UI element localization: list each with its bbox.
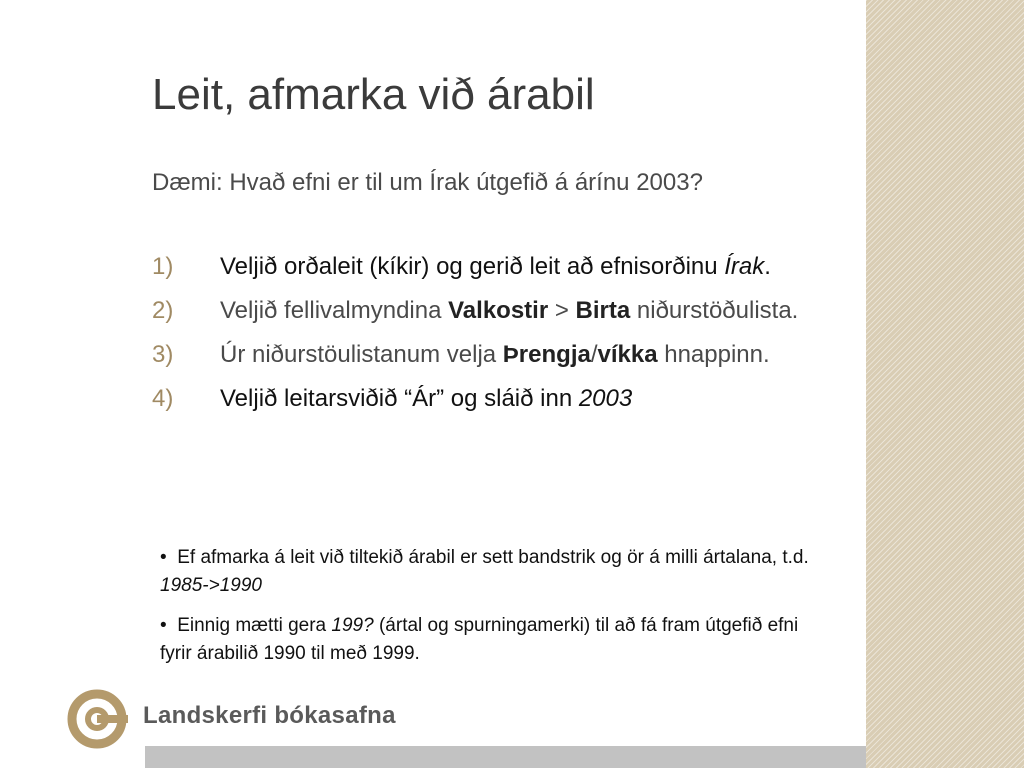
landskerfi-logo-icon xyxy=(66,688,128,750)
step-text-end: . xyxy=(764,253,771,280)
side-decorative-stripe xyxy=(866,0,1024,768)
step-italic: 2003 xyxy=(578,385,633,412)
step-bold: Þrengja xyxy=(502,341,591,368)
step-number: 4) xyxy=(152,385,174,412)
bottom-bar xyxy=(145,746,866,768)
step-text: Veljið leitarsviðið “Ár” og sláið inn xyxy=(220,385,579,412)
step-bold: Valkostir xyxy=(448,297,549,324)
note-1 xyxy=(160,544,820,600)
step-1 xyxy=(152,249,832,284)
bullet: • xyxy=(160,547,167,568)
note-text: Einnig mætti gera xyxy=(177,615,332,636)
note-italic: 199? xyxy=(331,615,374,636)
note-text-end: (ártal og spurningamerki) til að fá fram útgefið efni fyrir árabilið 1990 til með 1999. xyxy=(160,615,799,664)
step-4 xyxy=(152,381,832,416)
notes xyxy=(160,544,820,680)
step-text: Veljið orðaleit (kíkir) og gerið leit að efnisorðinu xyxy=(220,253,725,280)
slide-subtitle: Dæmi: Hvað efni er til um Írak útgefið á árínu 2003? xyxy=(152,169,703,196)
step-text-end: niðurstöðulista. xyxy=(630,297,799,324)
step-2 xyxy=(152,293,832,328)
step-italic: Írak xyxy=(724,253,765,280)
steps-list xyxy=(152,249,832,425)
step-bold: víkka xyxy=(597,341,658,368)
step-separator: > xyxy=(548,297,576,324)
step-number: 3) xyxy=(152,341,174,368)
logo-text: Landskerfi bókasafna xyxy=(143,702,396,729)
step-3 xyxy=(152,337,832,372)
bullet: • xyxy=(160,615,167,636)
step-text: Veljið fellivalmyndina xyxy=(220,297,449,324)
slide-title: Leit, afmarka við árabil xyxy=(152,70,595,119)
step-number: 1) xyxy=(152,253,174,280)
step-number: 2) xyxy=(152,297,174,324)
step-text: Úr niðurstöulistanum velja xyxy=(220,341,503,368)
step-separator: / xyxy=(590,341,598,368)
step-bold: Birta xyxy=(575,297,631,324)
step-text-end: hnappinn. xyxy=(657,341,770,368)
note-text: Ef afmarka á leit við tiltekið árabil er sett bandstrik og ör á milli ártalana, t.d. xyxy=(177,547,809,568)
note-italic: 1985->1990 xyxy=(160,575,262,596)
note-2 xyxy=(160,612,820,668)
